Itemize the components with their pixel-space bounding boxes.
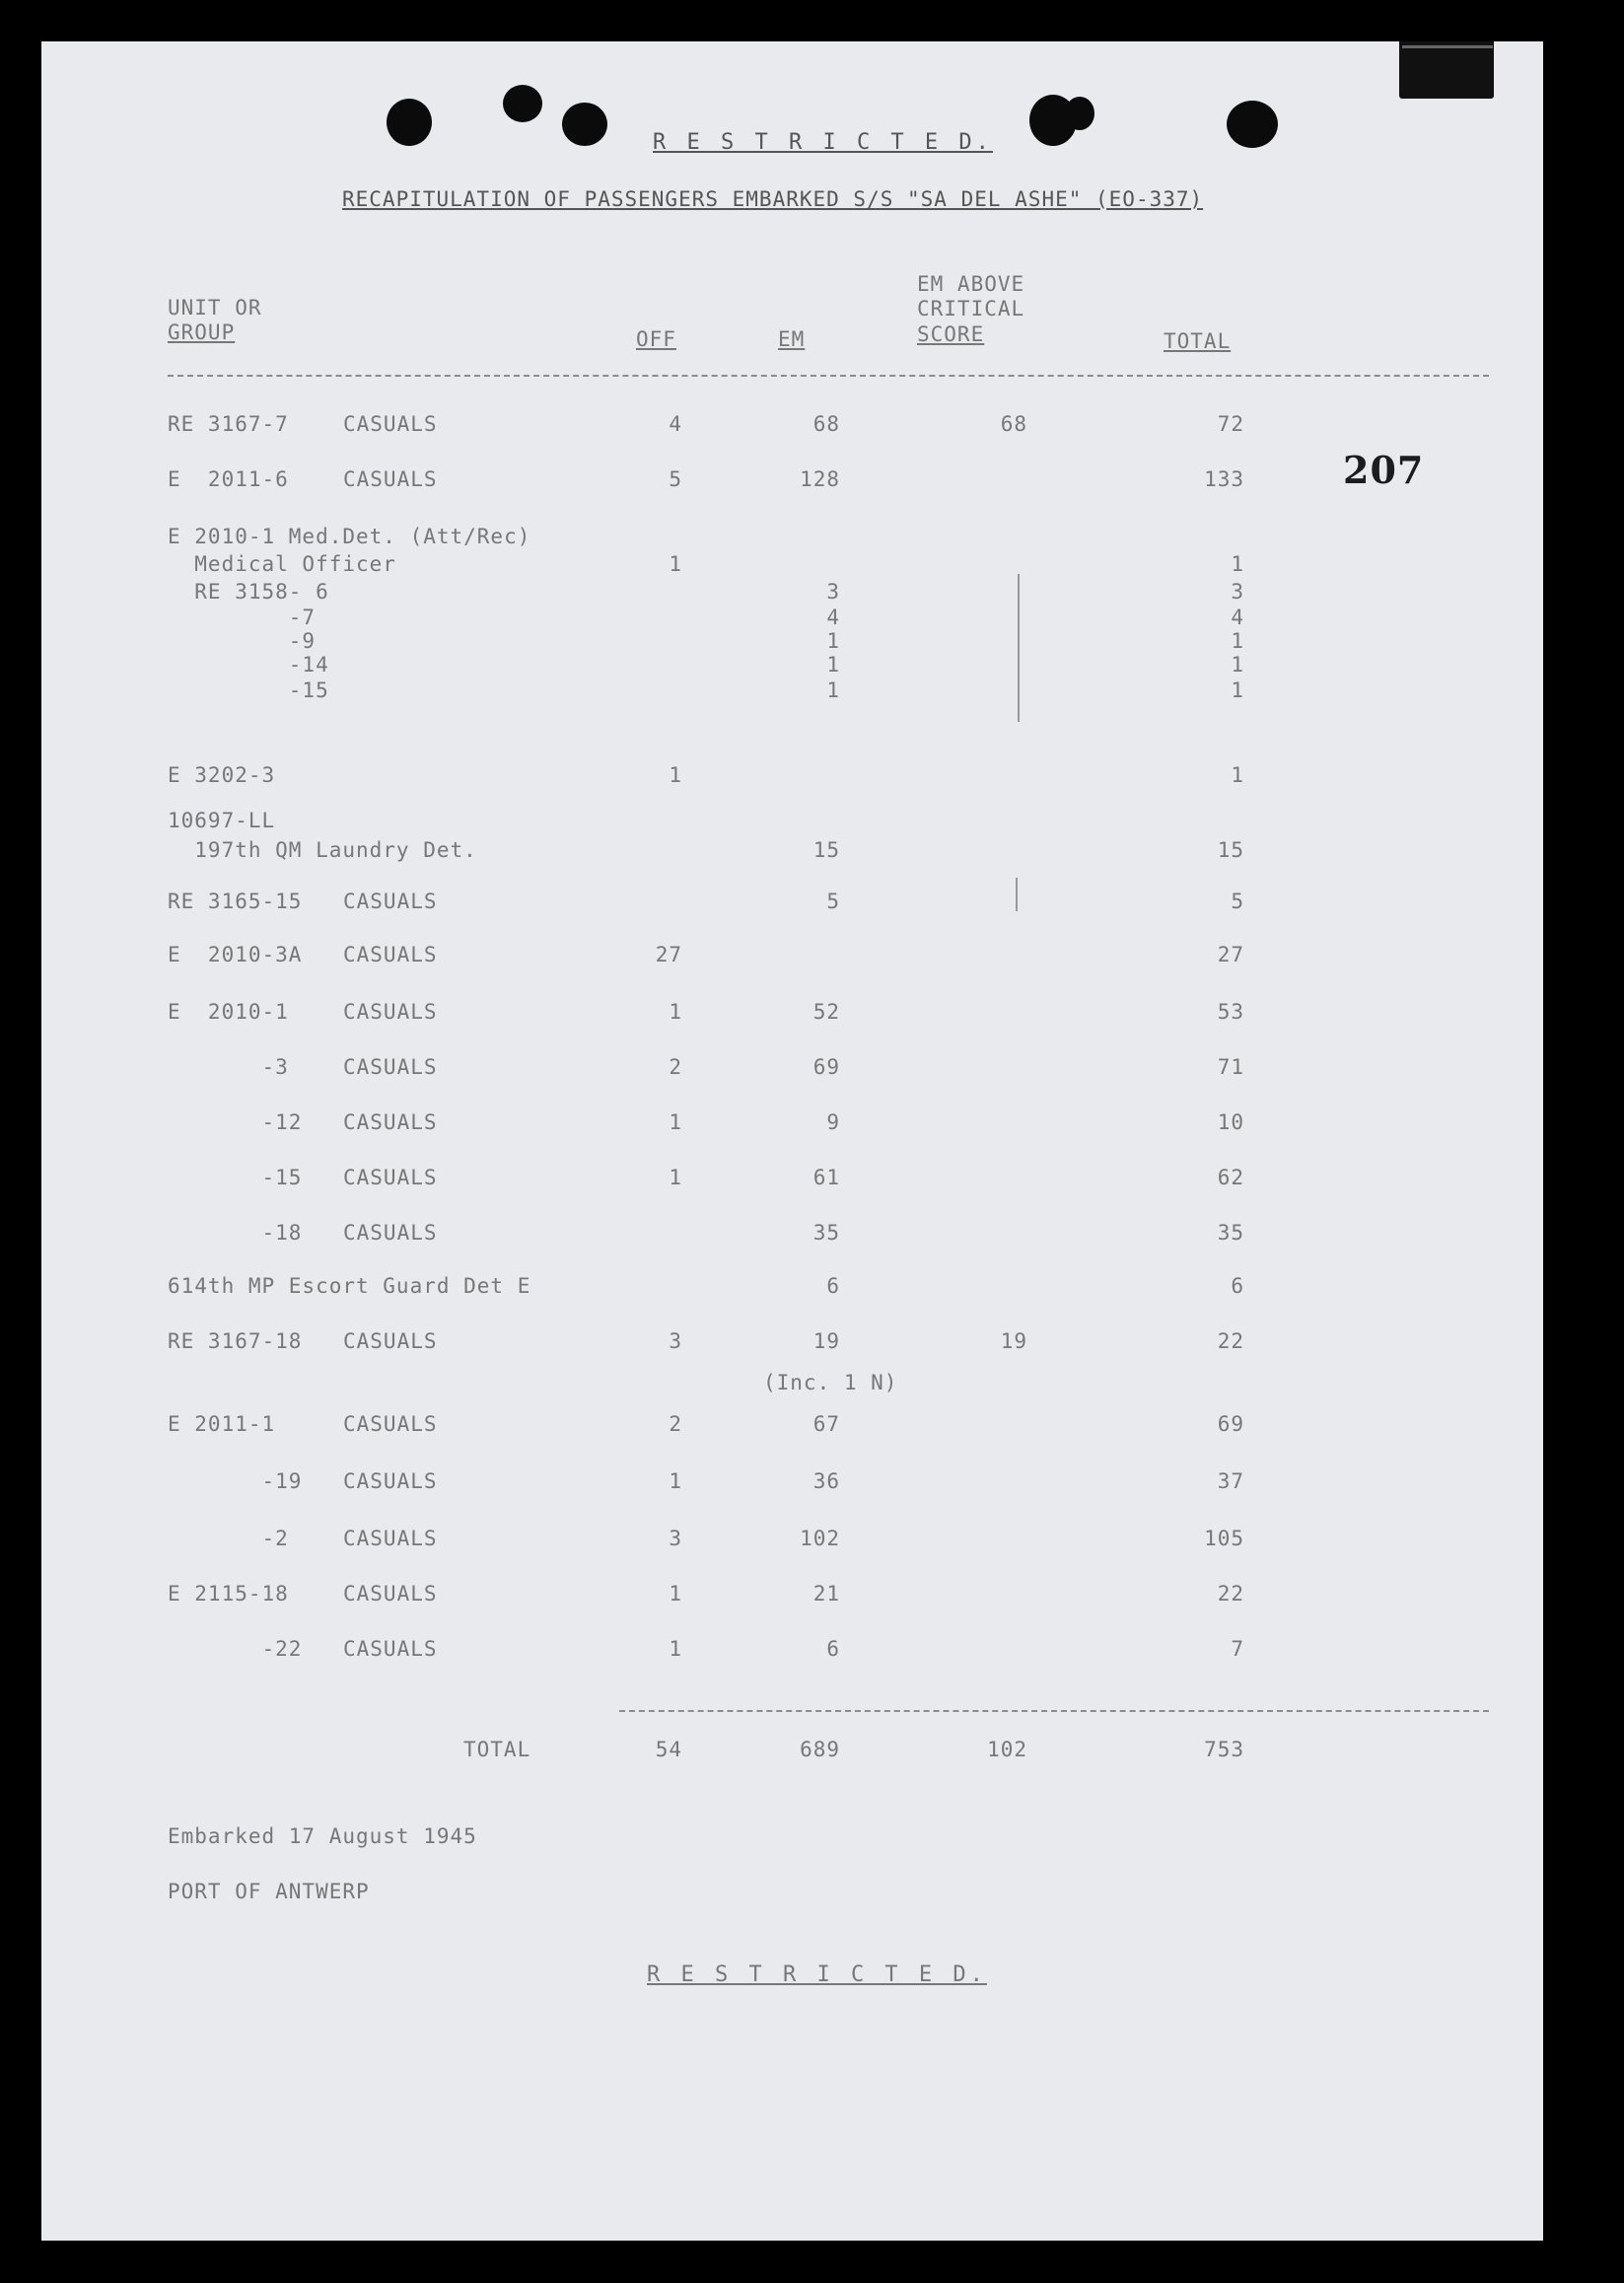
total-total: 753: [1204, 1738, 1244, 1761]
row-em: 68: [812, 412, 840, 436]
row-em: 36: [812, 1469, 840, 1493]
column-header-critical-1: EM ABOVE: [917, 272, 1025, 296]
row-off: 2: [669, 1412, 682, 1436]
row-unit: RE 3165-15: [168, 890, 303, 913]
row-description: CASUALS: [343, 1000, 438, 1024]
row-description: CASUALS: [343, 890, 438, 913]
row-total: 62: [1217, 1166, 1244, 1189]
row-total: 133: [1204, 467, 1244, 491]
row-unit: E 2010-1 Med.Det. (Att/Rec): [168, 525, 531, 548]
row-total: 5: [1231, 890, 1244, 913]
column-header-em: EM: [778, 327, 806, 351]
row-unit: 10697-LL: [168, 809, 276, 832]
row-unit: E 2115-18: [168, 1582, 289, 1605]
row-em: 19: [812, 1329, 840, 1353]
total-em: 689: [800, 1738, 840, 1761]
row-unit: -14: [168, 653, 329, 677]
punch-hole: [562, 103, 607, 146]
row-total: 3: [1231, 580, 1244, 604]
classification-footer: R E S T R I C T E D.: [647, 1962, 987, 1987]
row-total: 1: [1231, 552, 1244, 576]
row-off: 1: [669, 1469, 682, 1493]
row-critical: 68: [1000, 412, 1027, 436]
check-mark: [1016, 878, 1018, 911]
punch-hole: [1227, 101, 1278, 148]
row-off: 1: [669, 1166, 682, 1189]
row-total: 53: [1217, 1000, 1244, 1024]
row-description: CASUALS: [343, 1055, 438, 1079]
row-off: 1: [669, 1110, 682, 1134]
row-unit: RE 3167-18: [168, 1329, 303, 1353]
row-unit: E 2010-3A: [168, 943, 303, 966]
row-em: 52: [812, 1000, 840, 1024]
row-critical: 19: [1000, 1329, 1027, 1353]
row-total: 35: [1217, 1221, 1244, 1245]
row-description: CASUALS: [343, 943, 438, 966]
column-header-critical-2: CRITICAL: [917, 297, 1025, 321]
row-unit: E 3202-3: [168, 763, 276, 787]
row-unit: -22: [168, 1637, 303, 1661]
row-em: 61: [812, 1166, 840, 1189]
row-off: 3: [669, 1527, 682, 1550]
row-total: 1: [1231, 678, 1244, 702]
punch-hole: [503, 85, 542, 122]
row-off: 1: [669, 1000, 682, 1024]
row-unit: -19: [168, 1469, 303, 1493]
row-total: 27: [1217, 943, 1244, 966]
row-em: 1: [826, 678, 840, 702]
inc-note: (Inc. 1 N): [763, 1371, 898, 1394]
row-em: 69: [812, 1055, 840, 1079]
row-description: CASUALS: [343, 1412, 438, 1436]
row-off: 27: [655, 943, 682, 966]
document-page: [41, 41, 1543, 2241]
folder-tab-edge: [1402, 45, 1493, 48]
punch-hole: [1065, 97, 1094, 130]
row-em: 128: [800, 467, 840, 491]
row-unit: -18: [168, 1221, 303, 1245]
row-off: 3: [669, 1329, 682, 1353]
row-total: 22: [1217, 1329, 1244, 1353]
embarked-date: Embarked 17 August 1945: [168, 1824, 477, 1848]
row-total: 6: [1231, 1274, 1244, 1298]
row-description: CASUALS: [343, 1329, 438, 1353]
column-header-unit: UNIT OR: [168, 296, 262, 320]
stamped-page-number: 207: [1343, 448, 1425, 492]
row-off: 4: [669, 412, 682, 436]
row-unit: Medical Officer: [168, 552, 396, 576]
row-total: 4: [1231, 606, 1244, 629]
totals-label: TOTAL: [463, 1738, 531, 1761]
row-description: CASUALS: [343, 1166, 438, 1189]
row-em: 9: [826, 1110, 840, 1134]
row-em: 6: [826, 1274, 840, 1298]
row-off: 2: [669, 1055, 682, 1079]
row-unit: -15: [168, 678, 329, 702]
column-header-critical-3: SCORE: [917, 322, 985, 346]
row-description: CASUALS: [343, 1637, 438, 1661]
column-header-group: GROUP: [168, 321, 236, 344]
row-em: 15: [812, 838, 840, 862]
row-description: CASUALS: [343, 1582, 438, 1605]
row-total: 22: [1217, 1582, 1244, 1605]
port-name: PORT OF ANTWERP: [168, 1880, 370, 1903]
check-mark: [1018, 574, 1020, 722]
row-total: 1: [1231, 629, 1244, 653]
row-total: 15: [1217, 838, 1244, 862]
total-critical: 102: [987, 1738, 1027, 1761]
row-unit: E 2011-6: [168, 467, 289, 491]
row-total: 105: [1204, 1527, 1244, 1550]
row-total: 1: [1231, 653, 1244, 677]
row-unit: -12: [168, 1110, 303, 1134]
row-total: 10: [1217, 1110, 1244, 1134]
row-description: CASUALS: [343, 1469, 438, 1493]
row-unit: -3: [168, 1055, 289, 1079]
row-em: 3: [826, 580, 840, 604]
header-divider: [168, 375, 1489, 377]
row-off: 1: [669, 1582, 682, 1605]
row-unit: -2: [168, 1527, 289, 1550]
row-em: 21: [812, 1582, 840, 1605]
row-total: 72: [1217, 412, 1244, 436]
folder-tab: [1399, 41, 1494, 99]
row-off: 5: [669, 467, 682, 491]
row-unit: RE 3167-7: [168, 412, 289, 436]
row-total: 69: [1217, 1412, 1244, 1436]
row-unit: -7: [168, 606, 317, 629]
totals-divider: [619, 1710, 1489, 1712]
row-em: 6: [826, 1637, 840, 1661]
row-em: 1: [826, 653, 840, 677]
row-em: 5: [826, 890, 840, 913]
row-total: 1: [1231, 763, 1244, 787]
column-header-total: TOTAL: [1164, 329, 1232, 353]
row-description: CASUALS: [343, 1221, 438, 1245]
row-em: 35: [812, 1221, 840, 1245]
row-unit: 197th QM Laundry Det.: [168, 838, 477, 862]
row-total: 71: [1217, 1055, 1244, 1079]
row-total: 7: [1231, 1637, 1244, 1661]
row-em: 1: [826, 629, 840, 653]
row-unit: RE 3158- 6: [168, 580, 329, 604]
row-em: 67: [812, 1412, 840, 1436]
row-total: 37: [1217, 1469, 1244, 1493]
row-unit: E 2011-1: [168, 1412, 276, 1436]
row-unit: -9: [168, 629, 317, 653]
total-off: 54: [655, 1738, 682, 1761]
classification-header: R E S T R I C T E D.: [653, 130, 993, 155]
document-title: RECAPITULATION OF PASSENGERS EMBARKED S/S "SA DEL ASHE" (EO-337): [342, 187, 1204, 211]
row-off: 1: [669, 552, 682, 576]
row-description: CASUALS: [343, 1527, 438, 1550]
row-unit: -15: [168, 1166, 303, 1189]
row-unit: 614th MP Escort Guard Det E: [168, 1274, 531, 1298]
row-description: CASUALS: [343, 1110, 438, 1134]
row-description: CASUALS: [343, 467, 438, 491]
row-unit: E 2010-1: [168, 1000, 289, 1024]
row-off: 1: [669, 763, 682, 787]
row-description: CASUALS: [343, 412, 438, 436]
row-em: 4: [826, 606, 840, 629]
punch-hole: [387, 99, 432, 146]
column-header-off: OFF: [636, 327, 676, 351]
row-off: 1: [669, 1637, 682, 1661]
row-em: 102: [800, 1527, 840, 1550]
